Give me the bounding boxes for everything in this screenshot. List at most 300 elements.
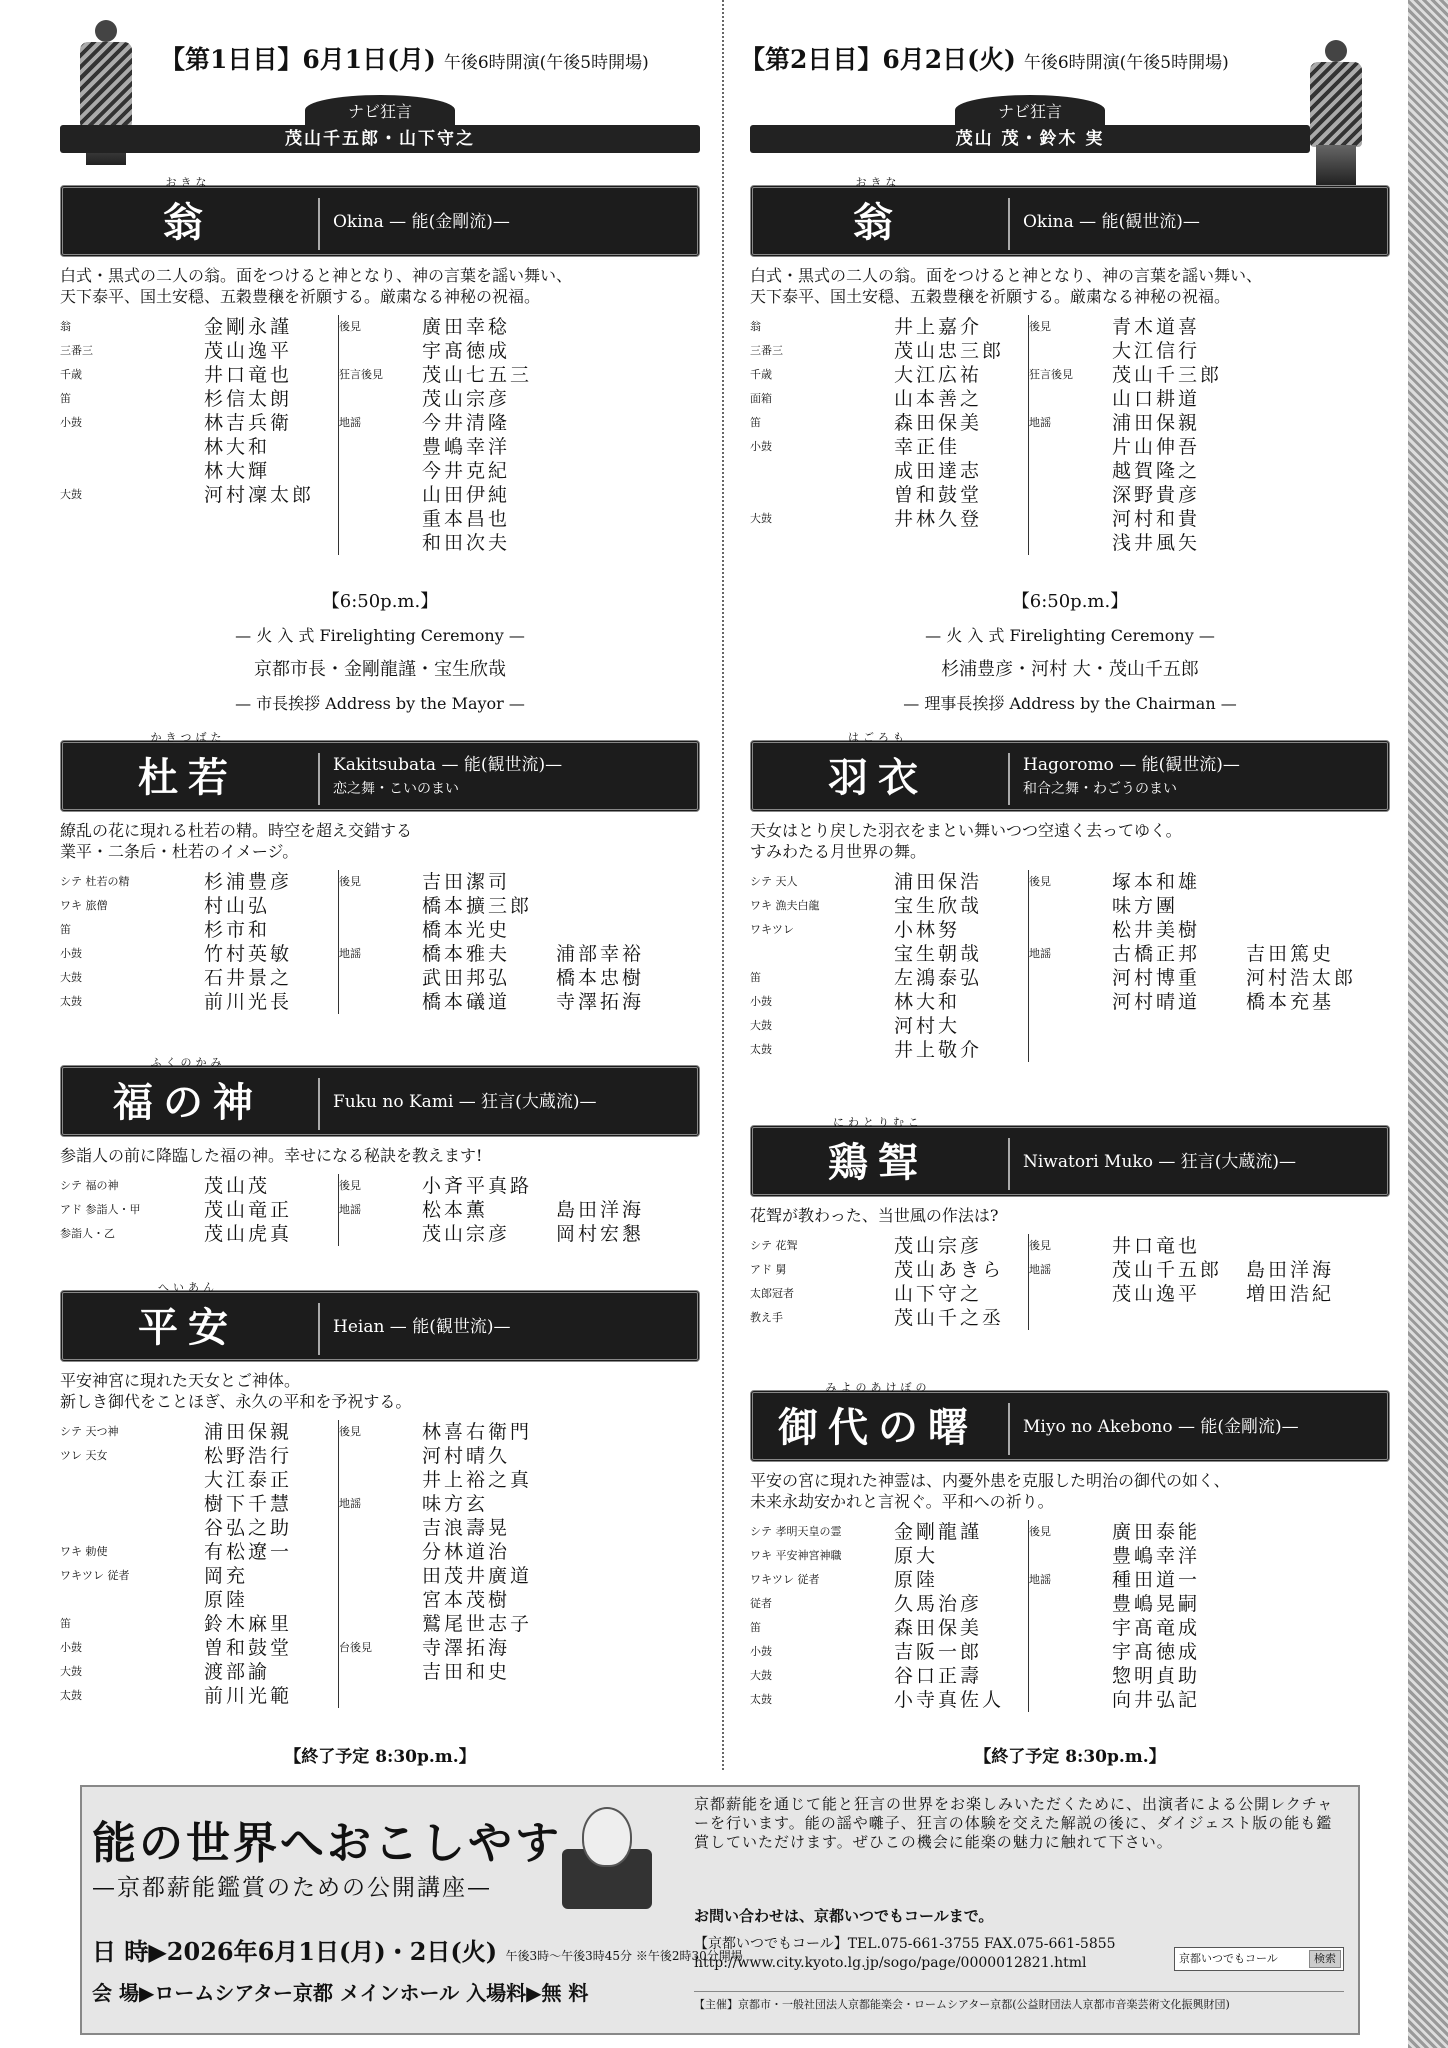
cast-role	[1028, 387, 1108, 411]
cast-name: 寺澤拓海	[422, 1637, 511, 1659]
cast-name	[556, 1660, 700, 1684]
ceremony-address: — 市長挨拶 Address by the Mayor —	[235, 694, 525, 713]
cast-role: 笛	[750, 416, 761, 429]
cast-role: 太鼓	[750, 1693, 772, 1706]
cast-name: 樹下千慧	[204, 1493, 293, 1515]
program-title: 平安	[138, 1304, 238, 1351]
cast-role	[1028, 1592, 1108, 1616]
cast-role: 地謡	[1028, 942, 1108, 966]
cast-name: 林大和	[894, 991, 961, 1013]
cast-name: 宇髙徳成	[422, 340, 511, 362]
cast-name: 林大輝	[204, 460, 271, 482]
cast-name: 森田保美	[894, 412, 983, 434]
program-description: 参詣人の前に降臨した福の神。幸せになる秘訣を教えます!	[60, 1146, 483, 1165]
cast-list	[750, 1234, 1390, 1330]
cast-name: 久馬治彦	[894, 1593, 983, 1615]
search-text: 京都いつでもコール	[1179, 1952, 1278, 1965]
cast-name: 井口竜也	[204, 364, 293, 386]
cast-name: 片山伸吾	[1112, 436, 1201, 458]
program-description: 白式・黒式の二人の翁。面をつけると神となり、神の言葉を謡い舞い、 天下泰平、国土安穏、五穀豊穣を祈願する。厳粛なる神秘の祝福。	[60, 266, 573, 306]
program-section	[60, 731, 700, 1014]
cast-name	[1246, 918, 1390, 942]
cast-name: 向井弘記	[1112, 1689, 1201, 1711]
cast-name: 鷲尾世志子	[422, 1613, 533, 1635]
cast-role	[1028, 1038, 1108, 1062]
cast-name	[1246, 870, 1390, 894]
cast-name: 山口耕道	[1112, 388, 1201, 410]
cast-name: 金剛永謹	[204, 316, 293, 338]
cast-role: ワキツレ	[750, 923, 794, 936]
cast-name	[1246, 1544, 1390, 1568]
cast-name	[1112, 1014, 1242, 1038]
cast-name	[204, 507, 334, 531]
program-section	[60, 1281, 700, 1708]
cast-name	[1246, 1568, 1390, 1592]
cast-role: シテ 福の神	[60, 1179, 119, 1192]
cast-role: 従者	[750, 1597, 772, 1610]
cast-name: 豊嶋幸洋	[422, 436, 511, 458]
cast-name	[204, 531, 334, 555]
program-banner	[60, 1056, 700, 1137]
program-section	[60, 1056, 700, 1246]
cast-role	[338, 483, 418, 507]
cast-name: 松野浩行	[204, 1445, 293, 1467]
cast-name: 金剛龍謹	[894, 1521, 983, 1543]
cast-name: 茂山千五郎	[1112, 1259, 1223, 1281]
program-english-title: Hagoromo — 能(観世流)—	[1023, 755, 1240, 775]
cast-name: 味方團	[1112, 895, 1179, 917]
cast-name: 松本薫	[422, 1199, 489, 1221]
cast-name	[556, 1444, 700, 1468]
cast-name: 橋本雅夫	[422, 943, 511, 965]
cast-name: 廣田幸稔	[422, 316, 511, 338]
day2-end-time: 【終了予定 8:30p.m.】	[974, 1747, 1166, 1767]
cast-name: 宇髙徳成	[1112, 1641, 1201, 1663]
day2-header	[740, 40, 1229, 76]
cast-name	[1246, 1688, 1390, 1712]
program-banner	[750, 1381, 1390, 1462]
cast-name	[556, 411, 700, 435]
program-banner	[750, 731, 1390, 812]
cast-role: 大鼓	[750, 1669, 772, 1682]
cast-role: 狂言後見	[1028, 363, 1108, 387]
cast-role: 大鼓	[60, 971, 82, 984]
cast-role	[750, 459, 890, 483]
cast-name	[556, 1612, 700, 1636]
cast-role: 地謡	[338, 1198, 418, 1222]
cast-name: 島田洋海	[556, 1199, 645, 1221]
cast-name: 茂山宗彦	[422, 1223, 511, 1245]
program-title: 翁	[163, 199, 213, 246]
cast-role	[338, 1540, 418, 1564]
title-ruby: かきつばた	[150, 731, 226, 744]
cast-role: 後見	[338, 1174, 418, 1198]
program-title: 鶏聟	[828, 1139, 928, 1186]
cast-name: 杉浦豊彦	[204, 871, 293, 893]
cast-role	[338, 531, 418, 555]
cast-name	[556, 459, 700, 483]
program-description: 花聟が教わった、当世風の作法は?	[750, 1206, 999, 1225]
cast-role	[338, 387, 418, 411]
cast-name	[1246, 411, 1390, 435]
cast-name: 茂山逸平	[1112, 1283, 1201, 1305]
cast-role: シテ 杜若の精	[60, 875, 130, 888]
cast-role	[1028, 531, 1108, 555]
cast-name: 岡村宏懇	[556, 1223, 645, 1245]
cast-role	[338, 1444, 418, 1468]
cast-name: 宇髙竜成	[1112, 1617, 1201, 1639]
cast-name	[1246, 483, 1390, 507]
program-banner	[750, 1116, 1390, 1197]
program-english	[1023, 753, 1377, 801]
lecture-title: 能の世界へおこしやす	[92, 1818, 562, 1869]
cast-role	[338, 918, 418, 942]
cast-name: 幸正佳	[894, 436, 961, 458]
cast-role: ワキツレ 従者	[750, 1573, 820, 1586]
program-banner	[60, 176, 700, 257]
cast-name: 茂山茂	[204, 1175, 271, 1197]
cast-name: 鈴木麻里	[204, 1613, 293, 1635]
cast-name: 山田伊純	[422, 484, 511, 506]
cast-name: 浦田保親	[204, 1421, 293, 1443]
program-description: 平安の宮に現れた神霊は、内憂外患を克服した明治の御代の如く、 未来永劫安かれと言祝ぐ。平和への祈り。	[750, 1471, 1230, 1511]
cast-role: 台後見	[338, 1636, 418, 1660]
cast-role: シテ 天人	[750, 875, 798, 888]
cast-role	[1028, 990, 1108, 1014]
program-description: 繚乱の花に現れる杜若の精。時空を超え交錯する 業平・二条后・杜若のイメージ。	[60, 821, 413, 861]
cast-name: 成田達志	[894, 460, 983, 482]
cast-role	[338, 1684, 418, 1708]
cast-name: 浦田保親	[1112, 412, 1201, 434]
cast-role	[60, 1468, 200, 1492]
cast-name	[556, 1420, 700, 1444]
cast-role: 参詣人・乙	[60, 1227, 115, 1240]
cast-name: 武田邦弘	[422, 967, 511, 989]
program-banner	[60, 1281, 700, 1362]
cast-name: 味方玄	[422, 1493, 489, 1515]
cast-name: 杉信太朗	[204, 388, 293, 410]
program-subtitle: 和合之舞・わごうのまい	[1023, 781, 1177, 797]
cast-name: 分林道治	[422, 1541, 511, 1563]
title-ruby: はごろも	[848, 731, 908, 744]
cast-role	[1028, 1014, 1108, 1038]
day2-column	[740, 0, 1390, 1770]
decorative-border	[1408, 0, 1448, 2048]
program-english-title: Okina — 能(観世流)—	[1023, 212, 1200, 232]
ceremony-title: — 火 入 式 Firelighting Ceremony —	[235, 626, 525, 645]
cast-role: ワキ 平安神宮神職	[750, 1549, 842, 1562]
cast-name: 松井美樹	[1112, 919, 1201, 941]
cast-name: 古橋正邦	[1112, 943, 1201, 965]
cast-name: 山下守之	[894, 1283, 983, 1305]
cast-list	[60, 870, 700, 1014]
cast-name: 河村大	[894, 1015, 961, 1037]
cast-name: 林大和	[204, 436, 271, 458]
cast-name	[422, 1684, 552, 1708]
program-english	[1023, 210, 1377, 234]
cast-name	[556, 387, 700, 411]
kyogen-figure-illustration	[1300, 40, 1370, 190]
cast-name: 吉田篤史	[1246, 943, 1335, 965]
cast-name	[1246, 1306, 1390, 1330]
cast-name	[1246, 531, 1390, 555]
cast-role: 後見	[338, 1420, 418, 1444]
cast-name: 豊嶋晃嗣	[1112, 1593, 1201, 1615]
cast-name	[1246, 387, 1390, 411]
lecture-contact: お問い合わせは、京都いつでもコールまで。	[694, 1907, 994, 1925]
cast-role	[338, 966, 418, 990]
cast-role: 小鼓	[60, 947, 82, 960]
day1-time: 午後6時開演(午後5時開場)	[443, 53, 649, 73]
program-english-title: Heian — 能(観世流)—	[333, 1317, 511, 1337]
cast-name: 浦部幸裕	[556, 943, 645, 965]
cast-name: 吉阪一郎	[894, 1641, 983, 1663]
cast-role	[1028, 966, 1108, 990]
cast-name: 橋本忠樹	[556, 967, 645, 989]
search-box[interactable]	[1174, 1947, 1344, 1971]
cast-name: 曽和鼓堂	[894, 484, 983, 506]
cast-role: 大鼓	[750, 1019, 772, 1032]
cast-role: 地謡	[1028, 1258, 1108, 1282]
cast-role	[338, 1660, 418, 1684]
cast-name	[1246, 1616, 1390, 1640]
program-section	[750, 1381, 1390, 1712]
cast-name	[556, 483, 700, 507]
cast-role	[1028, 459, 1108, 483]
program-title: 羽衣	[828, 754, 928, 801]
cast-role: 翁	[60, 320, 71, 333]
cast-name: 河村和貴	[1112, 508, 1201, 530]
cast-name: 大江泰正	[204, 1469, 293, 1491]
cast-name: 豊嶋幸洋	[1112, 1545, 1201, 1567]
program-english-title: Okina — 能(金剛流)—	[333, 212, 510, 232]
cast-role	[338, 1564, 418, 1588]
navi-names: 茂山 茂・鈴木 実	[750, 125, 1310, 153]
cast-role: 太鼓	[60, 995, 82, 1008]
cast-name: 原陸	[894, 1569, 939, 1591]
ceremony-names: 京都市長・金剛龍謹・宝生欣哉	[254, 659, 506, 680]
banner-separator	[318, 1078, 320, 1130]
cast-role: 大鼓	[60, 1665, 82, 1678]
cast-role	[338, 459, 418, 483]
column-divider	[722, 0, 724, 1770]
cast-name: 小寺真佐人	[894, 1689, 1005, 1711]
cast-role: アド 参詣人・甲	[60, 1203, 141, 1216]
cast-role	[338, 1468, 418, 1492]
cast-name: 橋本礒道	[422, 991, 511, 1013]
cast-name: 茂山あきら	[894, 1259, 1005, 1281]
cast-name: 大江広祐	[894, 364, 983, 386]
cast-name: 茂山逸平	[204, 340, 293, 362]
title-ruby: おきな	[855, 176, 901, 189]
cast-role: 小鼓	[750, 440, 772, 453]
cast-name: 林喜右衛門	[422, 1421, 533, 1443]
cast-role	[60, 1588, 200, 1612]
cast-name	[556, 435, 700, 459]
cast-name: 橋本擴三郎	[422, 895, 533, 917]
cast-name: 浅井風矢	[1112, 532, 1201, 554]
cast-name	[556, 1684, 700, 1708]
cast-name: 杉市和	[204, 919, 271, 941]
cast-list	[750, 315, 1390, 555]
cast-name: 宮本茂樹	[422, 1589, 511, 1611]
cast-role	[1028, 507, 1108, 531]
cast-name: 河村晴久	[422, 1445, 511, 1467]
cast-role: ツレ 天女	[60, 1449, 108, 1462]
cast-name: 田茂井廣道	[422, 1565, 533, 1587]
lecture-venue: 会 場▶ロームシアター京都 メインホール 入場料▶無 料	[92, 1981, 589, 2005]
cast-role	[1028, 1688, 1108, 1712]
cast-role: 千歳	[750, 368, 772, 381]
cast-role: 笛	[60, 923, 71, 936]
lecture-box	[80, 1785, 1360, 2035]
cast-name: 惣明貞助	[1112, 1665, 1201, 1687]
cast-name: 谷弘之助	[204, 1517, 293, 1539]
cast-name: 橋本充基	[1246, 991, 1335, 1013]
cast-role	[338, 894, 418, 918]
cast-name: 河村晴道	[1112, 991, 1201, 1013]
banner-separator	[1008, 1403, 1010, 1455]
cast-name: 吉浪壽晃	[422, 1517, 511, 1539]
program-title: 福の神	[113, 1079, 263, 1126]
cast-role: 笛	[60, 392, 71, 405]
cast-name: 河村凜太郎	[204, 484, 315, 506]
cast-role: 笛	[750, 1621, 761, 1634]
cast-name: 茂山千三郎	[1112, 364, 1223, 386]
cast-role: アド 舅	[750, 1263, 787, 1276]
cast-role	[60, 435, 200, 459]
navi-names: 茂山千五郎・山下守之	[60, 125, 700, 153]
day2-ceremony	[750, 585, 1390, 721]
cast-name	[556, 870, 700, 894]
cast-name: 渡部諭	[204, 1661, 271, 1683]
cast-role: 後見	[1028, 315, 1108, 339]
cast-role	[338, 1516, 418, 1540]
cast-name	[1112, 1038, 1242, 1062]
cast-name	[556, 507, 700, 531]
cast-list	[60, 315, 700, 555]
cast-name: 井口竜也	[1112, 1235, 1201, 1257]
cast-name: 茂山七五三	[422, 364, 533, 386]
lecture-date-label: 日 時▶2026年6月1日(月)・2日(火)	[92, 1937, 498, 1966]
cast-name: 種田道一	[1112, 1569, 1201, 1591]
cast-name	[556, 1540, 700, 1564]
cast-name: 原陸	[204, 1589, 249, 1611]
cast-name	[556, 363, 700, 387]
cast-role: 翁	[750, 320, 761, 333]
cast-name: 茂山忠三郎	[894, 340, 1005, 362]
cast-name: 増田浩紀	[1246, 1283, 1335, 1305]
cast-name	[1246, 459, 1390, 483]
cast-role: ワキ 勅使	[60, 1545, 108, 1558]
lecture-organizers: 【主催】京都市・一般社団法人京都能楽会・ロームシアター京都(公益財団法人京都市音楽芸術文化振興財団)	[694, 1991, 1344, 2012]
cast-role	[1028, 1640, 1108, 1664]
cast-name	[1246, 339, 1390, 363]
cast-name	[556, 1492, 700, 1516]
cast-role: 後見	[1028, 870, 1108, 894]
cast-role: 後見	[338, 870, 418, 894]
lecture-url-link[interactable]: http://www.city.kyoto.lg.jp/sogo/page/0000012821.html	[694, 1955, 1087, 1971]
program-section	[60, 176, 700, 555]
cast-name	[1246, 315, 1390, 339]
cast-name	[1246, 1640, 1390, 1664]
cast-role: シテ 孝明天皇の霊	[750, 1525, 842, 1538]
ceremony-names: 杉浦豊彦・河村 大・茂山千五郎	[941, 659, 1199, 680]
cast-name: 原大	[894, 1545, 939, 1567]
cast-name: 村山弘	[204, 895, 271, 917]
cast-list	[60, 1420, 700, 1708]
cast-name	[1246, 507, 1390, 531]
cast-role	[1028, 1616, 1108, 1640]
title-ruby: へいあん	[158, 1281, 218, 1294]
cast-list	[60, 1174, 700, 1246]
program-section	[750, 731, 1390, 1062]
cast-name: 茂山宗彦	[894, 1235, 983, 1257]
program-description: 白式・黒式の二人の翁。面をつけると神となり、神の言葉を謡い舞い、 天下泰平、国土安穏、五穀豊穣を祈願する。厳粛なる神秘の祝福。	[750, 266, 1263, 306]
cast-name: 今井克紀	[422, 460, 511, 482]
cast-name	[894, 531, 1024, 555]
cast-name: 河村浩太郎	[1246, 967, 1357, 989]
cast-name	[556, 918, 700, 942]
program-title: 翁	[853, 199, 903, 246]
cast-role	[1028, 1282, 1108, 1306]
cast-role	[1028, 918, 1108, 942]
cast-role	[750, 942, 890, 966]
cast-role	[338, 1588, 418, 1612]
cast-name: 岡充	[204, 1565, 249, 1587]
program-english	[333, 210, 687, 234]
lecture-description: 京都薪能を通じて能と狂言の世界をお楽しみいただくために、出演者による公開レクチャーを行います。能の謡や囃子、狂言の体験を交えた解説の後に、ダイジェスト版の能も鑑賞していただけます。ぜひこの機会に能楽の魅力に触れて下さい。	[694, 1795, 1334, 1851]
cast-name	[556, 315, 700, 339]
cast-role	[60, 1516, 200, 1540]
cast-name: 石井景之	[204, 967, 293, 989]
cast-name: 廣田泰能	[1112, 1521, 1201, 1543]
title-ruby: おきな	[165, 176, 211, 189]
search-button[interactable]: 検索	[1309, 1950, 1341, 1968]
cast-name	[1246, 1592, 1390, 1616]
cast-role	[338, 339, 418, 363]
cast-role	[750, 531, 890, 555]
cast-name: 深野貴彦	[1112, 484, 1201, 506]
cast-name: 茂山虎真	[204, 1223, 293, 1245]
cast-name: 茂山竜正	[204, 1199, 293, 1221]
cast-role: 笛	[750, 971, 761, 984]
cast-name: 青木道喜	[1112, 316, 1201, 338]
program-title: 杜若	[138, 754, 238, 801]
cast-role: 小鼓	[750, 995, 772, 1008]
program-english-title: Fuku no Kami — 狂言(大蔵流)—	[333, 1092, 597, 1112]
cast-name: 井林久登	[894, 508, 983, 530]
program-english-title: Miyo no Akebono — 能(金剛流)—	[1023, 1417, 1299, 1437]
day1-end-time: 【終了予定 8:30p.m.】	[284, 1747, 476, 1767]
cast-name: 林吉兵衛	[204, 412, 293, 434]
cast-role: 太鼓	[60, 1689, 82, 1702]
cast-role: 地謡	[338, 411, 418, 435]
cast-name: 今井清隆	[422, 412, 511, 434]
cast-role	[60, 531, 200, 555]
program-title: 御代の曙	[778, 1404, 978, 1451]
lecture-date-time: 午後3時〜午後3時45分 ※午後2時30分開場	[505, 1949, 743, 1963]
cast-role: 小鼓	[60, 1641, 82, 1654]
cast-role: 後見	[338, 315, 418, 339]
noh-mask-icon	[557, 1799, 657, 1919]
lecture-subtitle: —京都薪能鑑賞のための公開講座—	[92, 1875, 492, 1901]
ceremony-time: 【6:50p.m.】	[321, 591, 439, 612]
cast-role: 地謡	[338, 1492, 418, 1516]
cast-role	[1028, 483, 1108, 507]
program-english-title: Kakitsubata — 能(観世流)—	[333, 755, 563, 775]
program-description: 天女はとり戻した羽衣をまとい舞いつつ空遠く去ってゆく。 すみわたる月世界の舞。	[750, 821, 1182, 861]
